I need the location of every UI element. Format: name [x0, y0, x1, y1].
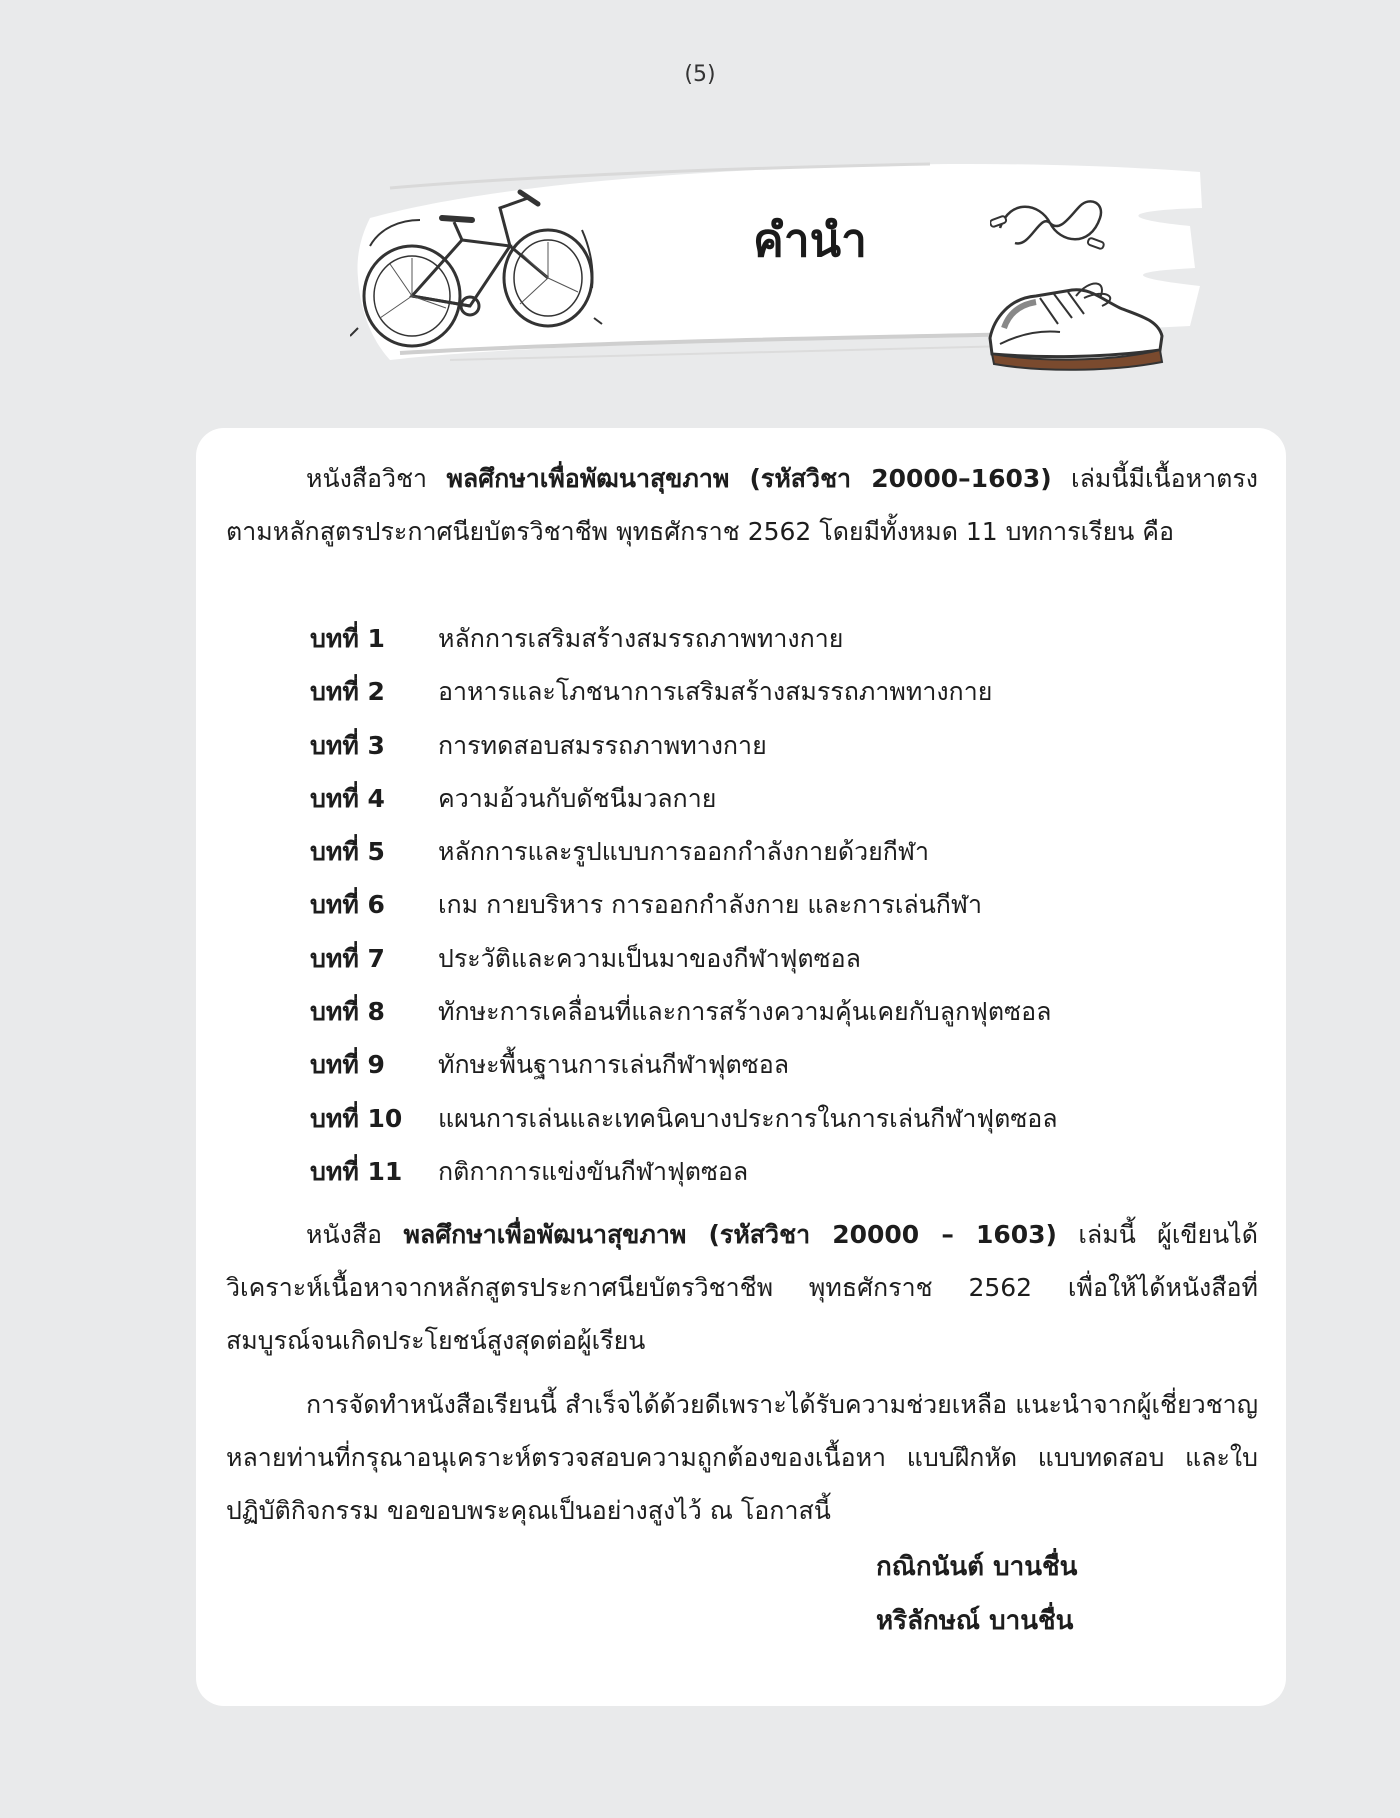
chapter-list — [310, 612, 1210, 1198]
chapter-label: บทที่ 10 — [310, 1103, 403, 1133]
list-item — [310, 719, 1210, 772]
book-title: พลศึกษาเพื่อพัฒนาสุขภาพ (รหัสวิชา 20000–1603) — [446, 464, 1052, 493]
purpose-paragraph — [226, 1208, 1258, 1367]
chapter-title: หลักการเสริมสร้างสมรรถภาพทางกาย — [438, 624, 844, 653]
chapter-title: หลักการและรูปแบบการออกกำลังกายด้วยกีฬา — [438, 837, 930, 867]
chapter-label: บทที่ 6 — [310, 890, 385, 920]
author-signature — [876, 1540, 1176, 1648]
purpose-lead: หนังสือ — [306, 1220, 404, 1249]
intro-lead: หนังสือวิชา — [306, 464, 447, 493]
book-title: พลศึกษาเพื่อพัฒนาสุขภาพ (รหัสวิชา 20000 – 1603) — [403, 1220, 1057, 1249]
chapter-label: บทที่ 4 — [310, 783, 385, 813]
jump-rope-icon — [990, 188, 1110, 258]
author-name: กณิกนันต์ บานชื่น — [876, 1552, 1078, 1582]
list-item — [310, 1092, 1210, 1145]
chapter-title: ความอ้วนกับดัชนีมวลกาย — [438, 783, 717, 813]
chapter-title: ทักษะพื้นฐานการเล่นกีฬาฟุตซอล — [438, 1050, 790, 1080]
chapter-label: บทที่ 3 — [310, 730, 385, 760]
page-title: คำนำ — [753, 213, 867, 267]
purpose-rest: เล่มนี้ ผู้เขียนได้วิเคราะห์เนื้อหาจากหลักสูตรประกาศนียบัตรวิชาชีพ พุทธศักราช 2562 เพื่อให้ได้หนังสือที่สมบูรณ์จนเกิดประโยชน์สูงสุดต่อผู้เรียน — [226, 1220, 1258, 1355]
list-item — [310, 1038, 1210, 1091]
chapter-label: บทที่ 11 — [310, 1156, 403, 1186]
list-item — [310, 878, 1210, 931]
chapter-label: บทที่ 1 — [310, 624, 385, 653]
list-item — [310, 825, 1210, 878]
acknowledgement-paragraph — [226, 1378, 1258, 1537]
acknowledgement-text: การจัดทำหนังสือเรียนนี้ สำเร็จได้ด้วยดีเพราะได้รับความช่วยเหลือ แนะนำจากผู้เชี่ยวชาญหลายท่านที่กรุณาอนุเคราะห์ตรวจสอบความถูกต้องของเนื้อหา แบบฝึกหัด แบบทดสอบ และใบปฏิบัติกิจกรรม ขอขอบพระคุณเป็นอย่างสูงไว้ ณ โอกาสนี้ — [226, 1390, 1258, 1525]
chapter-title: การทดสอบสมรรถภาพทางกาย — [438, 730, 767, 760]
content-card — [196, 428, 1286, 1706]
chapter-label: บทที่ 9 — [310, 1050, 385, 1080]
title-banner — [330, 148, 1220, 388]
list-item — [310, 985, 1210, 1038]
intro-paragraph — [226, 452, 1258, 558]
chapter-title: ทักษะการเคลื่อนที่และการสร้างความคุ้นเคยกับลูกฟุตซอล — [438, 997, 1052, 1027]
list-item — [310, 772, 1210, 825]
sneaker-icon — [980, 258, 1170, 378]
intro-rest: เล่มนี้มีเนื้อหาตรงตามหลักสูตรประกาศนียบัตรวิชาชีพ พุทธศักราช 2562 โดยมีทั้งหมด 11 บทการเรียน คือ — [226, 464, 1258, 546]
chapter-label: บทที่ 7 — [310, 943, 385, 973]
chapter-label: บทที่ 8 — [310, 997, 385, 1027]
chapter-title: อาหารและโภชนาการเสริมสร้างสมรรถภาพทางกาย — [438, 677, 993, 707]
page-number: (5) — [684, 62, 716, 87]
author-name: หริลักษณ์ บานชื่น — [876, 1606, 1074, 1636]
list-item — [310, 932, 1210, 985]
list-item — [310, 1145, 1210, 1198]
chapter-title: เกม กายบริหาร การออกกำลังกาย และการเล่นกีฬา — [438, 890, 983, 920]
chapter-title: กติกาการแข่งขันกีฬาฟุตซอล — [438, 1156, 749, 1186]
chapter-title: แผนการเล่นและเทคนิคบางประการในการเล่นกีฬาฟุตซอล — [438, 1103, 1058, 1133]
chapter-title: ประวัติและความเป็นมาของกีฬาฟุตซอล — [438, 943, 861, 973]
chapter-label: บทที่ 2 — [310, 677, 385, 707]
chapter-label: บทที่ 5 — [310, 837, 385, 867]
bicycle-icon — [350, 168, 610, 358]
list-item — [310, 665, 1210, 718]
list-item — [310, 612, 1210, 665]
